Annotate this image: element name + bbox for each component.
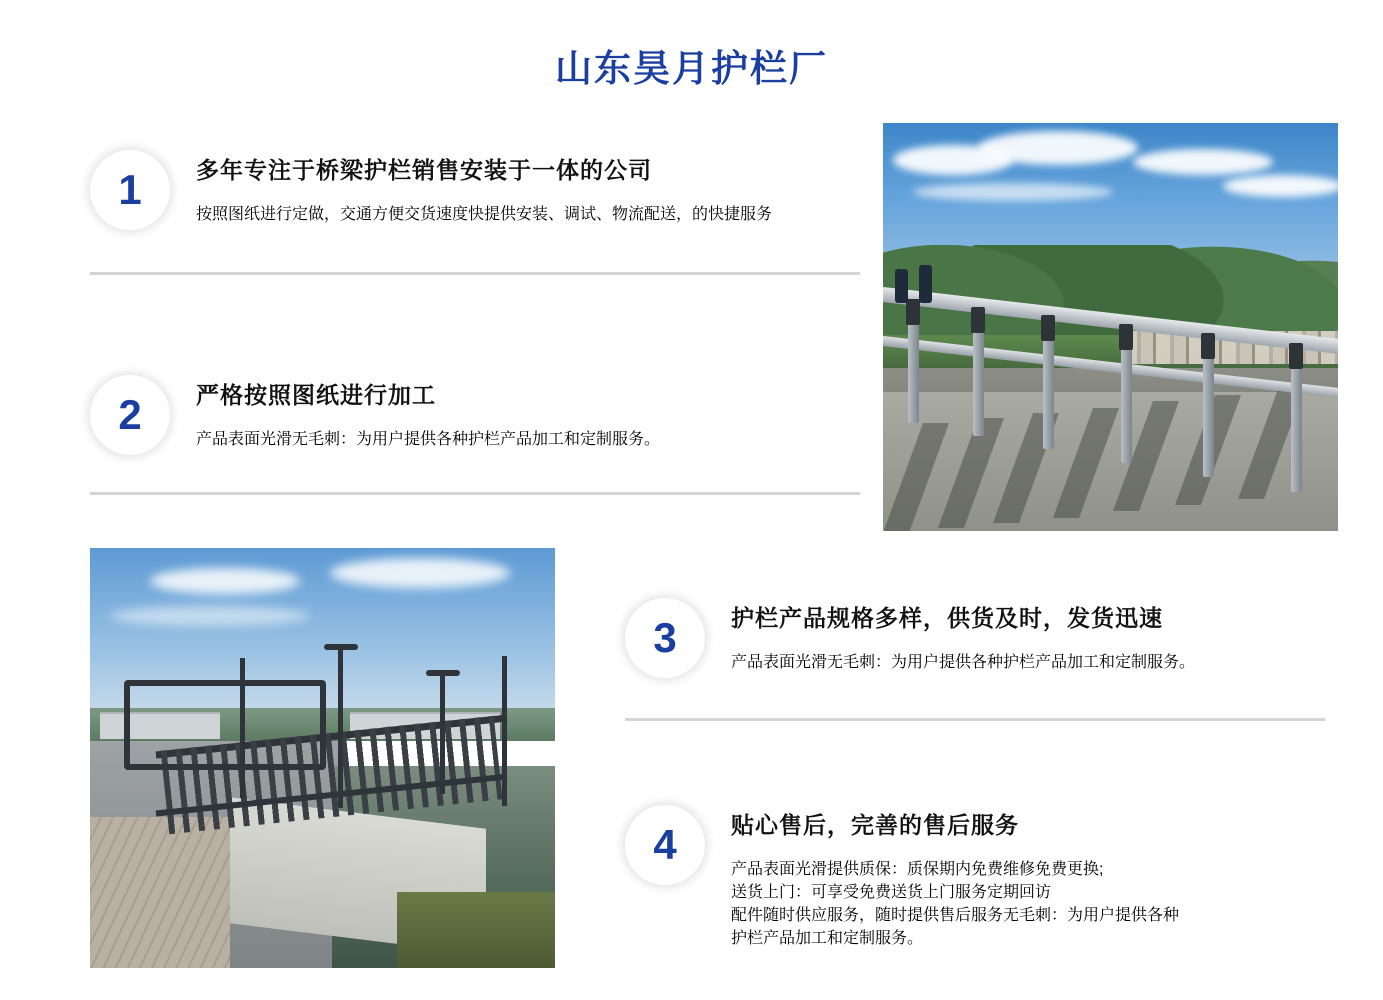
feature-divider [90,492,860,495]
feature-description-line: 护栏产品加工和定制服务。 [731,929,924,947]
cloud-shape [913,183,1113,201]
feature-number-badge: 1 [90,150,170,230]
feature-description-line: 按照图纸进行定做，交通方便交货速度快提供安装、调试、物流配送，的快捷服务 [196,205,773,223]
street-lamp-head [324,644,358,650]
light-pole [440,674,445,794]
cloud-shape [110,606,310,626]
photo2-grass-bank [397,892,555,968]
railing-post-cap [971,307,985,333]
feature-item-3 [625,598,1325,688]
worker-figure [919,265,932,303]
feature-divider [625,718,1325,721]
feature-text-block [196,375,660,465]
light-pole [338,648,343,808]
feature-number-badge: 4 [625,805,705,885]
railing-post-cap [1289,343,1303,369]
feature-description-line: 产品表面光滑无毛刺：为用户提供各种护栏产品加工和定制服务。 [196,430,661,448]
railing-post-cap [1119,324,1133,350]
light-pole [240,658,245,798]
feature-divider [90,272,860,275]
worker-figure [895,269,908,303]
feature-description-line: 送货上门：可享受免费送货上门服务定期回访 [731,883,1052,901]
feature-item-4 [625,805,1325,964]
feature-description-line: 产品表面光滑无毛刺：为用户提供各种护栏产品加工和定制服务。 [731,653,1196,671]
feature-title: 护栏产品规格多样，供货及时，发货迅速 [731,605,1163,631]
feature-title: 多年专注于桥梁护栏销售安装于一体的公司 [196,157,652,183]
light-pole [502,656,507,806]
feature-number-badge: 3 [625,598,705,678]
feature-description-line: 产品表面光滑提供质保：质保期内免费维修免费更换; [731,860,1104,878]
feature-title: 贴心售后，完善的售后服务 [731,812,1019,838]
street-lamp-head [426,670,460,676]
feature-text-block [731,598,1195,688]
cloud-shape [330,558,510,588]
railing-post-cap [1201,333,1215,359]
cloud-shape [1133,149,1273,175]
cloud-shape [1223,175,1338,197]
feature-text-block [196,150,772,240]
feature-text-block [731,805,1179,964]
feature-item-2 [90,375,860,465]
cloud-shape [150,568,300,594]
overhead-gantry-structure [124,680,326,770]
feature-description-line: 配件随时供应服务，随时提供售后服务无毛刺：为用户提供各种 [731,906,1180,924]
bridge-steel-railing-photo [883,123,1338,531]
feature-number-badge: 2 [90,375,170,455]
photo2-sidewalk-pavers [90,817,230,968]
feature-title: 严格按照图纸进行加工 [196,382,436,408]
canal-bridge-railing-photo [90,548,555,968]
feature-item-1 [90,150,860,240]
page-title: 山东昊月护栏厂 [555,48,828,89]
railing-post-cap [1041,315,1055,341]
cloud-shape [978,131,1138,165]
railing-post-cap [906,299,920,325]
